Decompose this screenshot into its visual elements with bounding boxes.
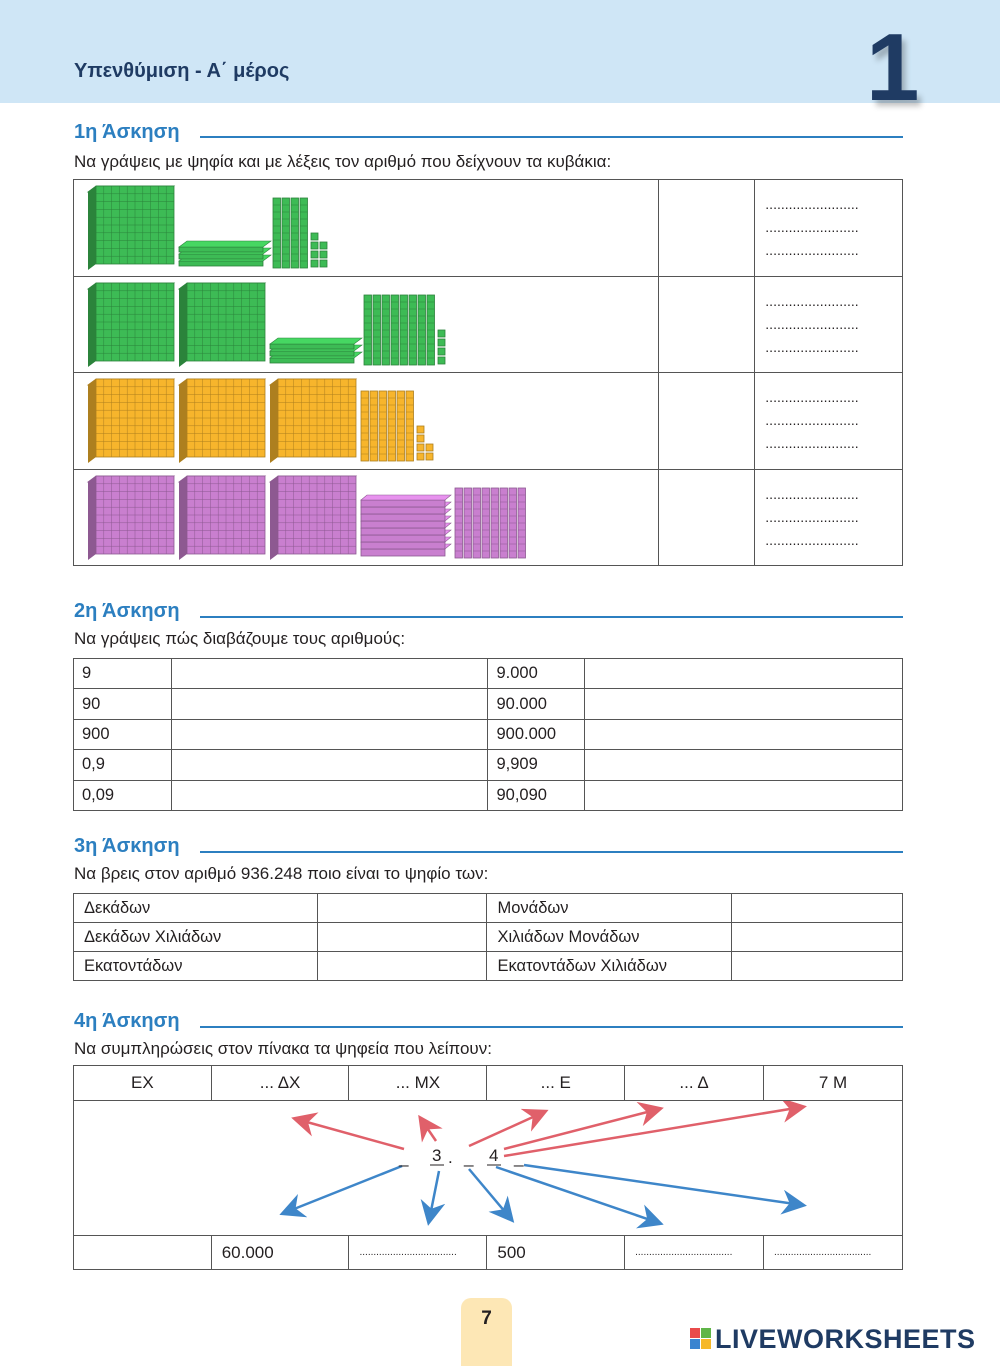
page-title: Υπενθύμιση - Α΄ μέρος	[74, 60, 290, 82]
blue-arrow	[429, 1171, 439, 1221]
ex4-answer-cell[interactable]: 500	[487, 1236, 625, 1270]
ex4-heading: 4η Άσκηση	[74, 1010, 180, 1032]
ex3-label-left: Δεκάδων Χιλιάδων	[74, 923, 318, 952]
ex2-answer-cell[interactable]	[585, 659, 903, 689]
table-row	[74, 276, 903, 373]
unit-cube	[320, 242, 327, 249]
hundred-flat	[179, 241, 271, 252]
table-row	[74, 719, 903, 749]
ex1-digits-cell[interactable]	[658, 373, 754, 470]
ex3-label-right: Μονάδων	[487, 894, 732, 923]
table-row	[74, 780, 903, 810]
thousand-cube	[88, 379, 174, 463]
ex4-answer-cell[interactable]: ...................................	[764, 1236, 903, 1270]
ex1-instruction: Να γράψεις με ψηφία και με λέξεις τον αριθμό που δείχνουν τα κυβάκια:	[74, 152, 612, 171]
number-dot: .	[448, 1148, 453, 1167]
base-ten-blocks	[74, 277, 657, 372]
table-row	[74, 180, 903, 277]
ten-rod	[418, 295, 426, 365]
ex3-answer-cell[interactable]	[732, 894, 903, 923]
blue-arrow	[284, 1166, 402, 1213]
number-digit: _	[399, 1148, 409, 1167]
ex2-answer-cell[interactable]	[171, 750, 488, 780]
ex2-number-right: 9.000	[488, 659, 585, 689]
ex2-number-left: 0,09	[74, 780, 172, 810]
ex2-heading: 2η Άσκηση	[74, 600, 180, 622]
unit-cube	[438, 330, 445, 337]
base-ten-blocks	[74, 373, 657, 468]
ex1-words-cell[interactable]	[755, 180, 903, 277]
ten-rod	[406, 391, 414, 461]
liveworksheets-logo[interactable]	[690, 1324, 976, 1355]
ten-rod	[518, 488, 526, 558]
flat-edge	[361, 535, 445, 542]
ten-rod	[482, 488, 490, 558]
flat-top	[361, 495, 451, 500]
unit-cube	[311, 251, 318, 258]
ten-rod	[397, 391, 405, 461]
ex2-answer-cell[interactable]	[171, 780, 488, 810]
ex2-instruction: Να γράψεις πώς διαβάζουμε τους αριθμούς:	[74, 629, 406, 648]
liveworksheets-icon	[690, 1328, 712, 1350]
ten-rod	[464, 488, 472, 558]
dotted-answer-line: ........................	[765, 531, 859, 548]
ex1-blocks-cell	[74, 469, 659, 566]
ten-rod	[391, 295, 399, 365]
ex1-digits-cell[interactable]	[658, 469, 754, 566]
ex3-label-left: Εκατοντάδων	[74, 952, 318, 981]
ex1-rule	[200, 136, 903, 138]
red-arrow	[296, 1119, 404, 1149]
ten-rod	[291, 198, 299, 268]
ex3-label-right: Χιλιάδων Μονάδων	[487, 923, 732, 952]
ex3-answer-cell[interactable]	[732, 952, 903, 981]
ten-rod	[500, 488, 508, 558]
flat-edge	[270, 344, 354, 349]
ten-rod	[300, 198, 308, 268]
ex2-number-left: 900	[74, 719, 172, 749]
ex3-instruction: Να βρεις στον αριθμό 936.248 ποιο είναι το ψηφίο των:	[74, 864, 489, 883]
ex2-number-right: 9,909	[488, 750, 585, 780]
thousand-cube	[179, 379, 265, 463]
unit-cube	[417, 453, 424, 460]
ex2-number-right: 900.000	[488, 719, 585, 749]
dotted-answer-line: ........................	[765, 485, 859, 502]
flat-edge	[179, 247, 263, 252]
number-digit: _	[464, 1148, 474, 1167]
place-value-header: ... Δ	[625, 1066, 764, 1101]
ten-rod	[427, 295, 435, 365]
base-ten-blocks	[74, 180, 657, 275]
ex4-table	[73, 1065, 903, 1270]
cube-side	[88, 283, 96, 367]
unit-cube	[438, 357, 445, 364]
cube-side	[270, 476, 278, 560]
thousand-cube	[179, 476, 265, 560]
ex4-answer-row	[74, 1236, 903, 1270]
dotted-answer-line: ........................	[765, 412, 859, 429]
unit-cube	[320, 251, 327, 258]
dotted-answer-line: ........................	[765, 315, 859, 332]
place-value-header: ... Ε	[487, 1066, 625, 1101]
red-arrow	[504, 1107, 802, 1156]
ex3-label-left: Δεκάδων	[74, 894, 318, 923]
dotted-answer-line: ........................	[765, 219, 859, 236]
ten-rod	[473, 488, 481, 558]
flat-edge	[361, 521, 445, 528]
ex2-answer-cell[interactable]	[585, 719, 903, 749]
ex1-heading: 1η Άσκηση	[74, 121, 180, 143]
dotted-answer-line: ........................	[765, 508, 859, 525]
ten-rod	[491, 488, 499, 558]
cube-side	[179, 476, 187, 560]
red-arrow	[421, 1119, 436, 1141]
ex4-rule	[200, 1026, 903, 1028]
cube-side	[179, 379, 187, 463]
ex1-blocks-cell	[74, 276, 659, 373]
table-row	[74, 659, 903, 689]
cube-side	[179, 283, 187, 367]
ten-rod	[364, 295, 372, 365]
ex2-answer-cell[interactable]	[585, 750, 903, 780]
place-value-header: ... ΔΧ	[211, 1066, 349, 1101]
chapter-number: 1	[866, 14, 920, 121]
hundred-flat	[270, 338, 362, 349]
place-value-header: 7 Μ	[764, 1066, 903, 1101]
unit-cube	[438, 339, 445, 346]
cube-side	[88, 476, 96, 560]
ten-rod	[282, 198, 290, 268]
ex3-label-right: Εκατοντάδων Χιλιάδων	[487, 952, 732, 981]
flat-edge	[179, 254, 263, 259]
hundred-flat	[361, 495, 451, 507]
ex2-table	[73, 658, 903, 811]
ex2-number-left: 9	[74, 659, 172, 689]
flat-edge	[361, 549, 445, 556]
cube-side	[88, 379, 96, 463]
page-header	[0, 0, 1000, 121]
thousand-cube	[88, 283, 174, 367]
ex2-number-left: 0,9	[74, 750, 172, 780]
ten-rod	[379, 391, 387, 461]
unit-cube	[311, 233, 318, 240]
ten-rod	[373, 295, 381, 365]
ten-rod	[409, 295, 417, 365]
ex1-words-cell[interactable]	[755, 469, 903, 566]
table-row	[74, 923, 903, 952]
ex4-instruction: Να συμπληρώσεις στον πίνακα τα ψηφεία που λείπουν:	[74, 1039, 492, 1058]
dotted-answer-line: ........................	[765, 242, 859, 259]
flat-edge	[361, 500, 445, 507]
ex3-table	[73, 893, 903, 981]
number-digit: _	[514, 1148, 524, 1167]
table-row	[74, 689, 903, 719]
flat-top	[270, 338, 362, 344]
ex3-heading: 3η Άσκηση	[74, 835, 180, 857]
ten-rod	[400, 295, 408, 365]
ex1-table	[73, 179, 903, 566]
ex4-answer-cell[interactable]	[74, 1236, 212, 1270]
unit-cube	[426, 444, 433, 451]
ex4-diagram-row	[74, 1101, 903, 1236]
unit-cube	[417, 426, 424, 433]
unit-cube	[417, 435, 424, 442]
flat-edge	[361, 514, 445, 521]
ex4-answer-cell[interactable]: ...................................	[625, 1236, 764, 1270]
dotted-answer-line: ........................	[765, 389, 859, 406]
ex4-diagram-cell	[74, 1101, 903, 1236]
dotted-answer-line: ........................	[765, 338, 859, 355]
ex1-digits-cell[interactable]	[658, 276, 754, 373]
ex4-answer-cell[interactable]: ...................................	[349, 1236, 487, 1270]
thousand-cube	[270, 379, 356, 463]
flat-edge	[270, 358, 354, 363]
dotted-answer-line: ........................	[765, 435, 859, 452]
thousand-cube	[179, 283, 265, 367]
unit-cube	[426, 453, 433, 460]
blue-arrow	[469, 1169, 511, 1219]
unit-cube	[438, 348, 445, 355]
ex2-answer-cell[interactable]	[171, 689, 488, 719]
ex1-blocks-cell	[74, 373, 659, 470]
ex3-answer-cell[interactable]	[317, 952, 487, 981]
table-row	[74, 952, 903, 981]
number-digit: 3	[432, 1146, 442, 1165]
ex1-digits-cell[interactable]	[658, 180, 754, 277]
dotted-answer-line: ........................	[765, 196, 859, 213]
ten-rod	[455, 488, 463, 558]
ex4-header-row	[74, 1066, 903, 1101]
thousand-cube	[88, 186, 174, 270]
number-digit: 4	[489, 1146, 499, 1165]
ex2-answer-cell[interactable]	[171, 659, 488, 689]
thousand-cube	[88, 476, 174, 560]
flat-edge	[361, 507, 445, 514]
ex1-words-cell[interactable]	[755, 373, 903, 470]
ex2-number-right: 90,090	[488, 780, 585, 810]
ex3-rule	[200, 851, 903, 853]
place-value-header: ΕΧ	[74, 1066, 212, 1101]
ex2-answer-cell[interactable]	[585, 780, 903, 810]
unit-cube	[311, 242, 318, 249]
blue-arrow	[524, 1165, 802, 1205]
ten-rod	[382, 295, 390, 365]
ex4-answer-cell[interactable]: 60.000	[211, 1236, 349, 1270]
flat-edge	[361, 542, 445, 549]
ten-rod	[273, 198, 281, 268]
ten-rod	[370, 391, 378, 461]
flat-top	[179, 241, 271, 247]
ex3-answer-cell[interactable]	[317, 894, 487, 923]
ex2-answer-cell[interactable]	[585, 689, 903, 719]
unit-cube	[417, 444, 424, 451]
ex3-answer-cell[interactable]	[317, 923, 487, 952]
ex1-blocks-cell	[74, 180, 659, 277]
ten-rod	[388, 391, 396, 461]
ten-rod	[361, 391, 369, 461]
blue-arrow	[496, 1167, 659, 1223]
flat-edge	[179, 261, 263, 266]
arrow-diagram	[74, 1101, 902, 1236]
ten-rod	[509, 488, 517, 558]
dotted-answer-line: ........................	[765, 292, 859, 309]
page-number: 7	[461, 1298, 512, 1366]
flat-edge	[270, 351, 354, 356]
table-row	[74, 894, 903, 923]
ex3-answer-cell[interactable]	[732, 923, 903, 952]
logo-text: LIVEWORKSHEETS	[715, 1324, 976, 1354]
cube-side	[270, 379, 278, 463]
ex2-rule	[200, 616, 903, 618]
cube-side	[88, 186, 96, 270]
ex2-number-right: 90.000	[488, 689, 585, 719]
ex2-number-left: 90	[74, 689, 172, 719]
flat-edge	[361, 528, 445, 535]
unit-cube	[320, 260, 327, 267]
unit-cube	[311, 260, 318, 267]
table-row	[74, 373, 903, 470]
base-ten-blocks	[74, 470, 657, 565]
table-row	[74, 469, 903, 566]
ex2-answer-cell[interactable]	[171, 719, 488, 749]
thousand-cube	[270, 476, 356, 560]
ex1-words-cell[interactable]	[755, 276, 903, 373]
table-row	[74, 750, 903, 780]
place-value-header: ... ΜΧ	[349, 1066, 487, 1101]
